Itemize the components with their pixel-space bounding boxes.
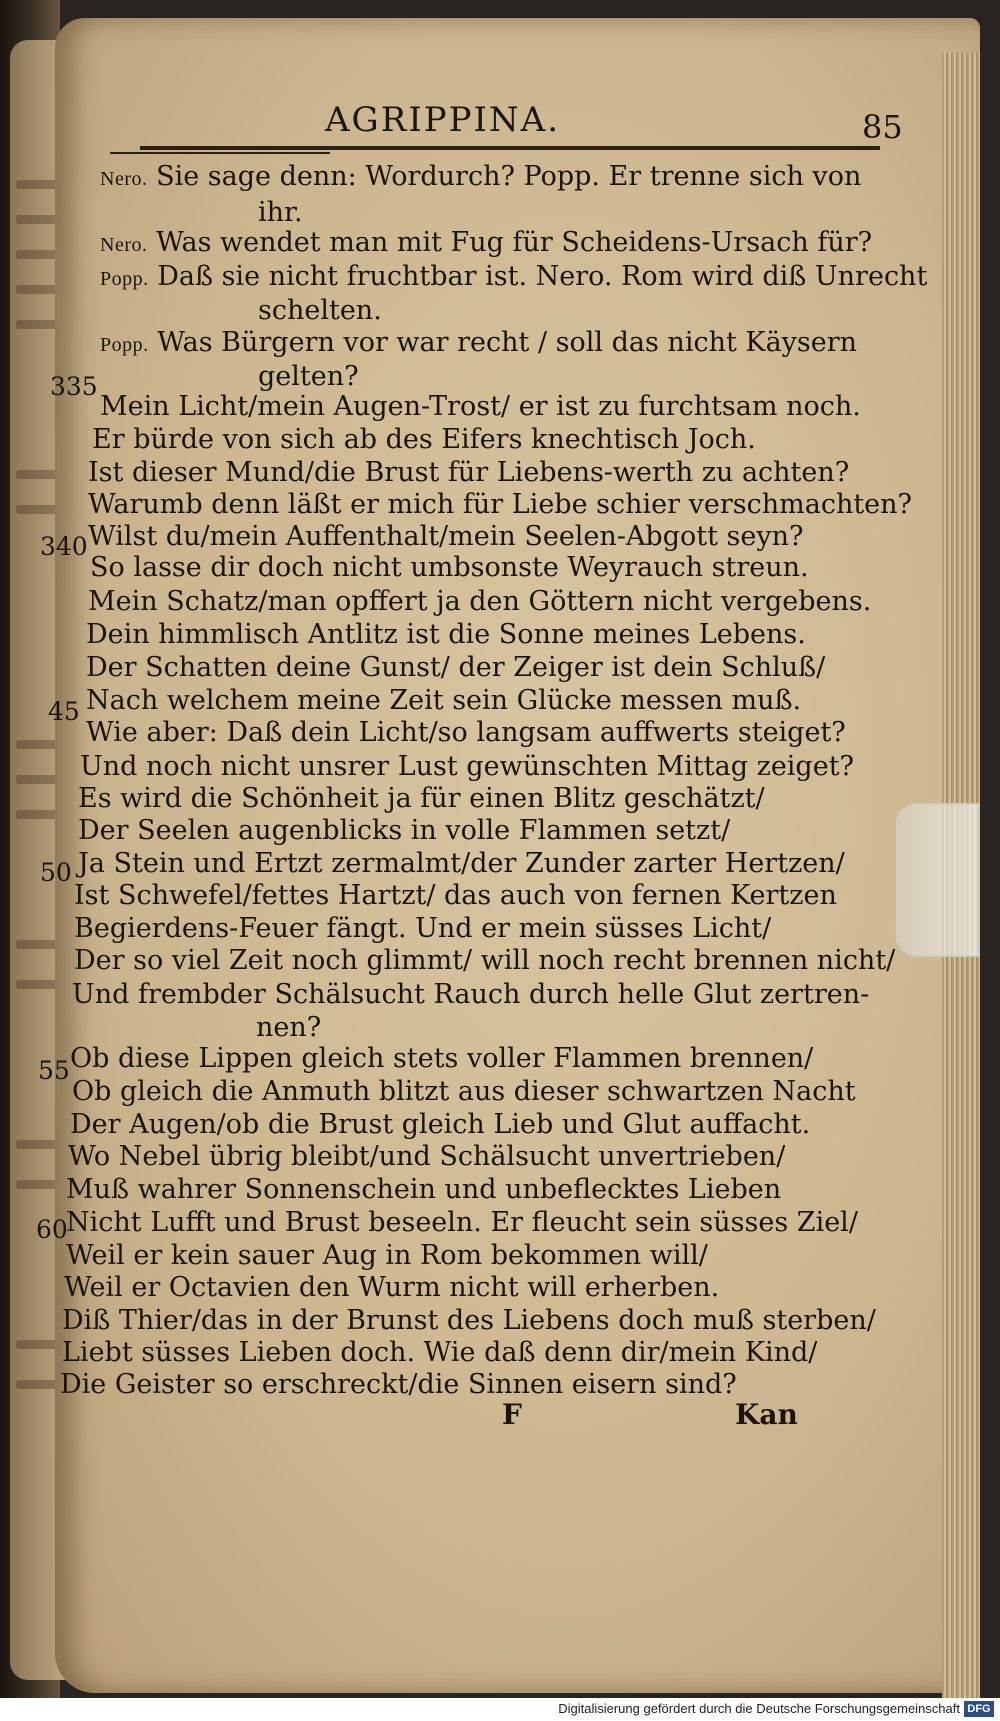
verse-line: Popp. Was Bürgern vor war recht / soll das nicht Käysern (100, 327, 858, 358)
verse-line: Es wird die Schönheit ja für einen Blitz geschätzt/ (78, 783, 765, 814)
verse-line: Ob gleich die Anmuth blitzt aus dieser schwartzen Nacht (72, 1076, 856, 1107)
verse-line: Nicht Lufft und Brust beseeln. Er fleucht sein süsses Ziel/ (66, 1207, 858, 1238)
dfg-logo: DFG (964, 1701, 994, 1717)
verse-line: Popp. Daß sie nicht fruchtbar ist. Nero. Rom wird diß Unrecht (100, 261, 928, 292)
verse-line: Wilst du/mein Auffenthalt/mein Seelen-Abgott seyn? (88, 521, 804, 552)
verse-line: schelten. (258, 295, 382, 326)
page-clip (896, 803, 980, 957)
signature-mark: F (502, 1398, 522, 1431)
line-number: 60 (36, 1215, 68, 1244)
line-number: 55 (38, 1056, 70, 1085)
verse-line: Der Schatten deine Gunst/ der Zeiger ist dein Schluß/ (86, 652, 826, 683)
footer-credit: Digitalisierung gefördert durch die Deutsche Forschungsgemeinschaft (558, 1701, 960, 1716)
line-number: 340 (40, 532, 88, 561)
verse-line: Er bürde von sich ab des Eifers knechtisch Joch. (92, 424, 756, 455)
line-number: 335 (50, 372, 98, 401)
running-head-title: AGRIPPINA. (325, 100, 561, 140)
verse-line: Der Augen/ob die Brust gleich Lieb und Glut auffacht. (70, 1109, 811, 1140)
verse-line: Weil er kein sauer Aug in Rom bekommen will/ (66, 1240, 708, 1271)
verse-line: Ist dieser Mund/die Brust für Liebens-werth zu achten? (88, 457, 850, 488)
verse-line: Ja Stein und Ertzt zermalmt/der Zunder zarter Hertzen/ (78, 848, 845, 879)
verse-line: Dein himmlisch Antlitz ist die Sonne meines Lebens. (86, 619, 806, 650)
verse-line: Und frembder Schälsucht Rauch durch helle Glut zertren- (72, 979, 870, 1010)
digitization-footer (0, 1698, 1000, 1721)
verse-line: Ist Schwefel/fettes Hartzt/ das auch von fernen Kertzen (74, 880, 837, 911)
verse-line: Die Geister so erschreckt/die Sinnen eisern sind? (60, 1369, 737, 1400)
verse-line: gelten? (258, 361, 359, 392)
line-number: 45 (48, 697, 80, 726)
verse-line: Ob diese Lippen gleich stets voller Flammen brennen/ (70, 1043, 814, 1074)
verse-line: Mein Schatz/man opffert ja den Göttern nicht vergebens. (88, 586, 872, 617)
verse-line: Wo Nebel übrig bleibt/und Schälsucht unvertrieben/ (68, 1141, 786, 1172)
verse-line: Muß wahrer Sonnenschein und unbeflecktes Lieben (66, 1174, 782, 1205)
line-number: 50 (40, 858, 72, 887)
verse-line: Wie aber: Daß dein Licht/so langsam auffwerts steiget? (86, 717, 846, 748)
verse-line: Nero. Sie sage denn: Wordurch? Popp. Er trenne sich von (100, 161, 862, 192)
header-rule (140, 146, 880, 150)
verse-line: Nach welchem meine Zeit sein Glücke messen muß. (86, 685, 802, 716)
catchword: Kan (735, 1398, 798, 1431)
verse-line: Begierdens-Feuer fängt. Und er mein süsses Licht/ (74, 913, 772, 944)
verse-line: So lasse dir doch nicht umbsonste Weyrauch streun. (90, 552, 809, 583)
verse-line: Und noch nicht unsrer Lust gewünschten Mittag zeiget? (80, 751, 855, 782)
verse-line: Der so viel Zeit noch glimmt/ will noch recht brennen nicht/ (74, 945, 896, 976)
verse-line: Warumb denn läßt er mich für Liebe schier verschmachten? (88, 489, 913, 520)
verse-line: Diß Thier/das in der Brunst des Liebens doch muß sterben/ (62, 1305, 876, 1336)
verse-line: ihr. (258, 197, 303, 228)
page-number: 85 (862, 108, 903, 146)
verse-line: Liebt süsses Lieben doch. Wie daß denn dir/mein Kind/ (62, 1337, 818, 1368)
verse-line: Weil er Octavien den Wurm nicht will erherben. (64, 1272, 720, 1303)
verse-line: Mein Licht/mein Augen-Trost/ er ist zu furchtsam noch. (100, 391, 861, 422)
verse-line: Der Seelen augenblicks in volle Flammen setzt/ (78, 815, 731, 846)
header-rule-short (110, 152, 330, 154)
verse-line: nen? (256, 1012, 322, 1043)
verse-line: Nero. Was wendet man mit Fug für Scheidens-Ursach für? (100, 227, 873, 258)
